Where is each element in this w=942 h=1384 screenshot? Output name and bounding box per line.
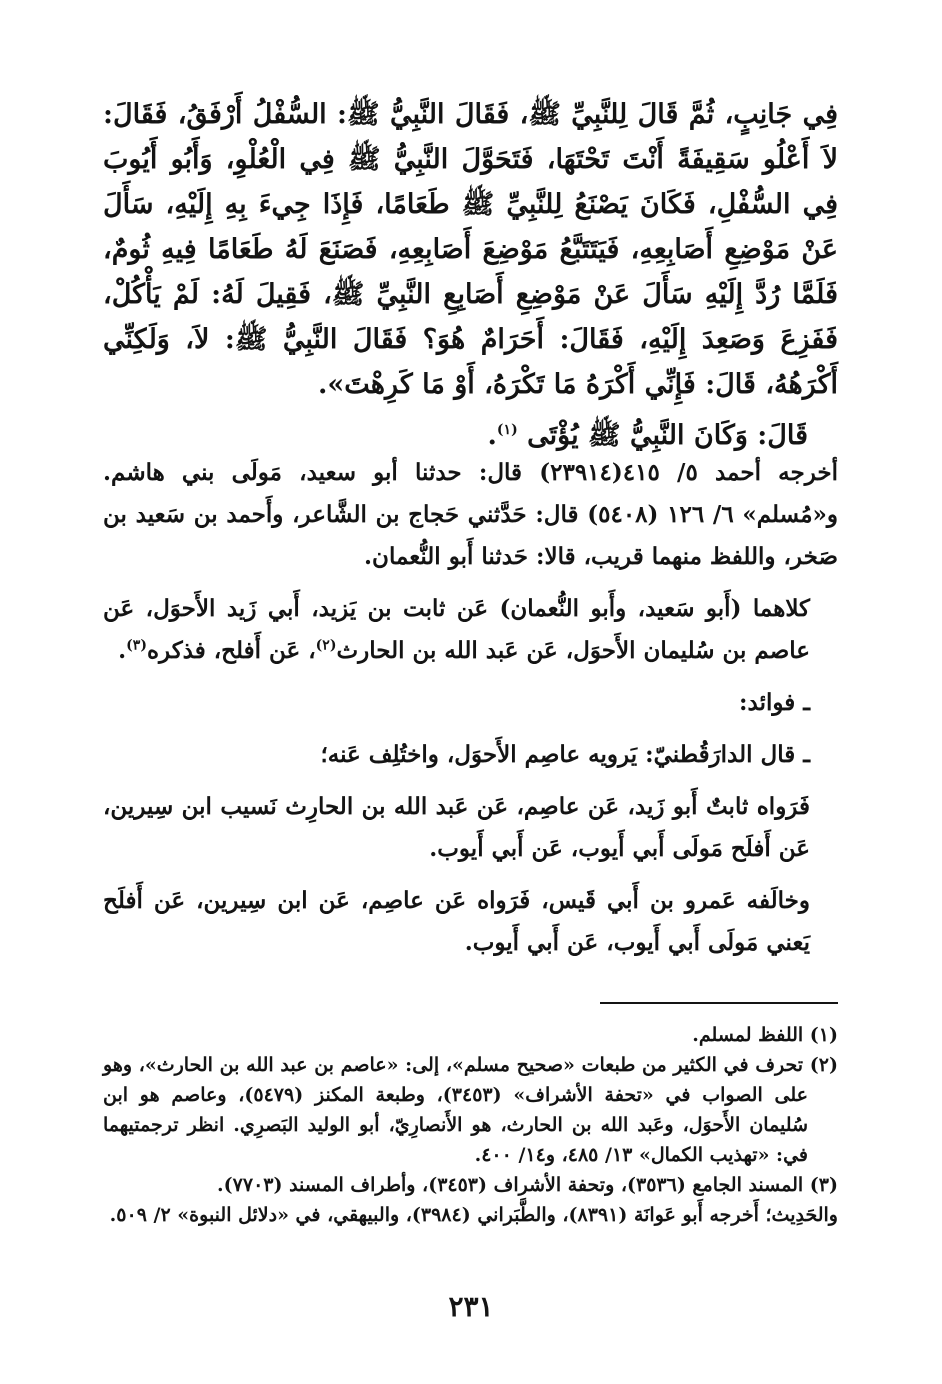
hadith-tail-end: . (487, 420, 497, 451)
hadith-tail-text: قَالَ: وَكَانَ النَّبِيُّ ﷺ يُؤْتَى (527, 420, 808, 451)
footnote-ref-3: (٣) (126, 637, 147, 654)
takhrij-paragraph-2-mid: ، عَن أَفلح، فذكره (146, 637, 316, 664)
footnote-ref-1: (١) (496, 422, 518, 438)
hadith-main-paragraph: فِي جَانِبٍ، ثُمَّ قَالَ لِلنَّبِيِّ ﷺ، فَقَالَ النَّبِيُّ ﷺ: السُّفْلُ أَرْفَقُ، فَقَالَ: لاَ أَعْلُو سَقِيفَةً أَنْتَ تَحْتَهَا، فَتَحَوَّلَ النَّبِيُّ ﷺ فِي الْعُلْوِ، وَأَبُو أَيُوبَ فِي السُّفْلِ، فَكَانَ يَصْنَعُ لِلنَّبِيِّ ﷺ طَعَامًا، فَإِذَا جِيءَ بِهِ إِلَيْهِ، سَأَلَ عَنْ مَوْضِعِ أَصَابِعِهِ، فَيَتَتَبَّعُ مَوْضِعَ أَصَابِعِهِ، فَصَنَعَ لَهُ طَعَامًا فِيهِ ثُومٌ، فَلَمَّا رُدَّ إِلَيْهِ سَأَلَ عَنْ مَوْضِعِ أَصَابِعِ النَّبِيِّ ﷺ، فَقِيلَ لَهُ: لَمْ يَأْكُلْ، فَفَزِعَ وَصَعِدَ إِلَيْهِ، فَقَالَ: أَحَرَامٌ هُوَ؟ فَقَالَ النَّبِيُّ ﷺ: لاَ، وَلَكِنِّي أَكْرَهُهُ، قَالَ: فَإِنِّي أَكْرَهُ مَا تَكْرَهُ، أَوْ مَا كَرِهْتَ». (103, 99, 838, 400)
footnote-divider (600, 1002, 838, 1004)
footnote-1: (١) اللفظ لمسلم. (692, 1024, 838, 1046)
footnote-2: (٢) تحرف في الكثير من طبعات «صحيح مسلم»، إلى: «عاصم بن عبد الله بن الحارث»، وهو على الصواب في «تحفة الأشراف» (٣٤٥٣)، وطبعة المكنز (٥٤٧٩)، وعاصم هو ابن سُليمان الأَحوَل، وعَبد الله بن الحارث، هو الأَنصارِيّ، أبو الوليد البَصرِي. انظر ترجمتيهما في: «تهذيب الكمال» ١٣/ ٤٨٥، و١٤/ ٤٠٠. (103, 1054, 838, 1166)
fawaid-heading: ـ فوائد: (739, 689, 810, 716)
takhrij-paragraph-3: ـ قال الدارَقُطنيّ: يَرويه عاصِم الأَحوَل، واختُلِف عَنه؛ (320, 741, 810, 768)
footnote-3-continued: والحَدِيث؛ أَخرجه أَبو عَوانَة (٨٣٩١)، والطَّبَراني (٣٩٨٤)، والبيهقي، في «دلائل النبوة» ٢/ ٥٠٩. (109, 1204, 838, 1226)
takhrij-block (103, 452, 838, 974)
takhrij-paragraph-5: وخالَفه عَمرو بن أَبي قَيس، فَرَواه عَن عاصِم، عَن ابن سِيرين، عَن أَفلَح يَعني مَولَى أَبي أَيوب، عَن أَبي أَيوب. (103, 887, 810, 956)
page-number: ٢٣١ (448, 1290, 494, 1323)
takhrij-paragraph-1: أخرجه أحمد ٥/ ٤١٥(٢٣٩١٤) قال: حدثنا أبو سعيد، مَولَى بني هاشم. و«مُسلم» ٦/ ١٢٦ (٥٤٠٨) قال: حَدَّثني حَجاج بن الشَّاعر، وأَحمد بن سَعيد بن صَخر، واللفظ منهما قريب، قالا: حَدثنا أَبو النُّعمان. (103, 459, 838, 570)
takhrij-paragraph-2-end: . (118, 637, 127, 664)
takhrij-paragraph-2-text: كلاهما (أَبو سَعيد، وأَبو النُّعمان) عَن ثابت بن يَزيد، أَبي زَيد الأَحوَل، عَن عاصم بن سُليمان الأَحوَل، عَن عَبد الله بن الحارث (103, 595, 810, 664)
hadith-text-block (103, 92, 838, 458)
footnotes-block (103, 1020, 838, 1230)
footnote-ref-2: (٢) (315, 637, 337, 654)
takhrij-paragraph-4: فَرَواه ثابتٌ أَبو زَيد، عَن عاصِم، عَن عَبد الله بن الحارِث نَسيب ابن سِيرين، عَن أَفلَح مَولَى أَبي أَيوب، عَن أَبي أَيوب. (103, 793, 810, 862)
takhrij-paragraph-2 (103, 588, 838, 672)
footnote-3: (٣) المسند الجامع (٣٥٣٦)، وتحفة الأشراف (٣٤٥٣)، وأطراف المسند (٧٧٠٣). (217, 1174, 838, 1196)
